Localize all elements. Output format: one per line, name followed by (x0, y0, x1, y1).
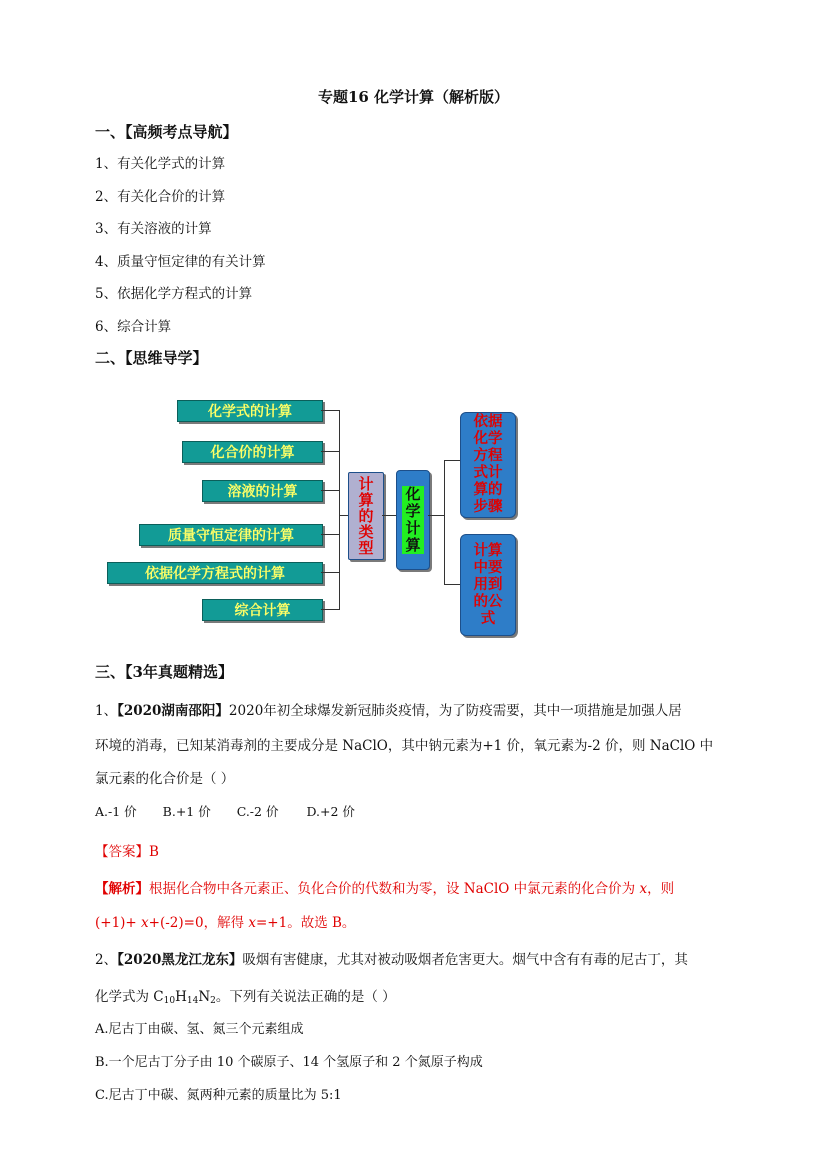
section1-item-6: 6、综合计算 (95, 319, 172, 335)
connector-line (321, 451, 339, 452)
option-c: C.-2 价 (236, 804, 279, 819)
section1-heading: 一、【高频考点导航】 (95, 123, 238, 141)
section2-heading: 二、【思维导学】 (95, 349, 208, 367)
question-2-option-c: C.尼古丁中碳、氮两种元素的质量比为 5:1 (95, 1088, 342, 1103)
question-1-line2: 环境的消毒，已知某消毒剂的主要成分是 NaClO，其中钠元素为+1 价，氧元素为-2 价，则 NaClO 中 (95, 738, 714, 754)
section3-heading: 三、【3年真题精选】 (95, 663, 233, 681)
question-2-line2: 化学式为 $C_{10}H_{14}N_2$。下列有关说法正确的是（ ） (95, 989, 396, 1006)
connector-line (321, 490, 339, 491)
connector-line (339, 515, 348, 516)
question-1-answer: 【答案】B (95, 844, 159, 860)
section1-item-4: 4、质量守恒定律的有关计算 (95, 254, 266, 270)
connector-line (321, 572, 339, 573)
mindmap-item-valence: 化合价的计算 (182, 441, 323, 463)
connector-line (321, 534, 339, 535)
connector-line (444, 460, 460, 461)
option-d: D.+2 价 (306, 804, 355, 819)
question-1-line1: 1、【2020湖南邵阳】2020年初全球爆发新冠肺炎疫情，为了防疫需要，其中一项措施是加强人居 (95, 703, 682, 719)
mindmap-item-formula: 化学式的计算 (177, 400, 323, 422)
option-b: B.+1 价 (162, 804, 211, 819)
connector-line (321, 609, 339, 610)
section1-item-1: 1、有关化学式的计算 (95, 156, 226, 172)
section1-item-2: 2、有关化合价的计算 (95, 189, 226, 205)
question-2-option-b: B.一个尼古丁分子由 10 个碳原子、14 个氢原子和 2 个氮原子构成 (95, 1055, 483, 1070)
question-2-line1: 2、【2020黑龙江龙东】吸烟有害健康，尤其对被动吸烟者危害更大。烟气中含有有毒的尼古丁，其 (95, 952, 688, 968)
question-1-line3: 氯元素的化合价是（ ） (95, 771, 235, 787)
page-title: 专题16 化学计算（解析版） (317, 88, 510, 106)
question-1-analysis-line2: (+1)+ x+(-2)=0，解得 x=+1。故选 B。 (95, 915, 356, 931)
question-2-tag: 【2020黑龙江龙东】 (117, 952, 243, 968)
connector-line (339, 410, 340, 610)
option-a: A.-1 价 (95, 804, 137, 819)
connector-line (444, 460, 445, 584)
question-1-tag: 【2020湖南邵阳】 (117, 703, 229, 719)
connector-line (444, 584, 460, 585)
mindmap-center-box: 化 学 计 算 (396, 470, 430, 570)
mindmap-formula-box: 计算 中要 用到 的公 式 (460, 534, 516, 636)
question-2-option-a: A.尼古丁由碳、氢、氮三个元素组成 (95, 1022, 304, 1037)
section1-item-3: 3、有关溶液的计算 (95, 221, 212, 237)
mindmap-steps-box: 依据 化学 方程 式计 算的 步骤 (460, 412, 516, 518)
question-1-analysis-line1: 【解析】根据化合物中各元素正、负化合价的代数和为零，设 NaClO 中氯元素的化合价为 x，则 (95, 881, 675, 897)
mindmap-item-equation: 依据化学方程式的计算 (107, 562, 323, 584)
connector-line (382, 515, 396, 516)
mindmap-item-solution: 溶液的计算 (202, 480, 323, 502)
section1-item-5: 5、依据化学方程式的计算 (95, 286, 253, 302)
mindmap-item-mass-conservation: 质量守恒定律的计算 (139, 524, 323, 546)
connector-line (321, 410, 339, 411)
question-1-options (95, 802, 355, 820)
mindmap-item-comprehensive: 综合计算 (202, 599, 323, 621)
connector-line (428, 515, 444, 516)
mindmap-type-box: 计 算 的 类 型 (348, 472, 384, 560)
